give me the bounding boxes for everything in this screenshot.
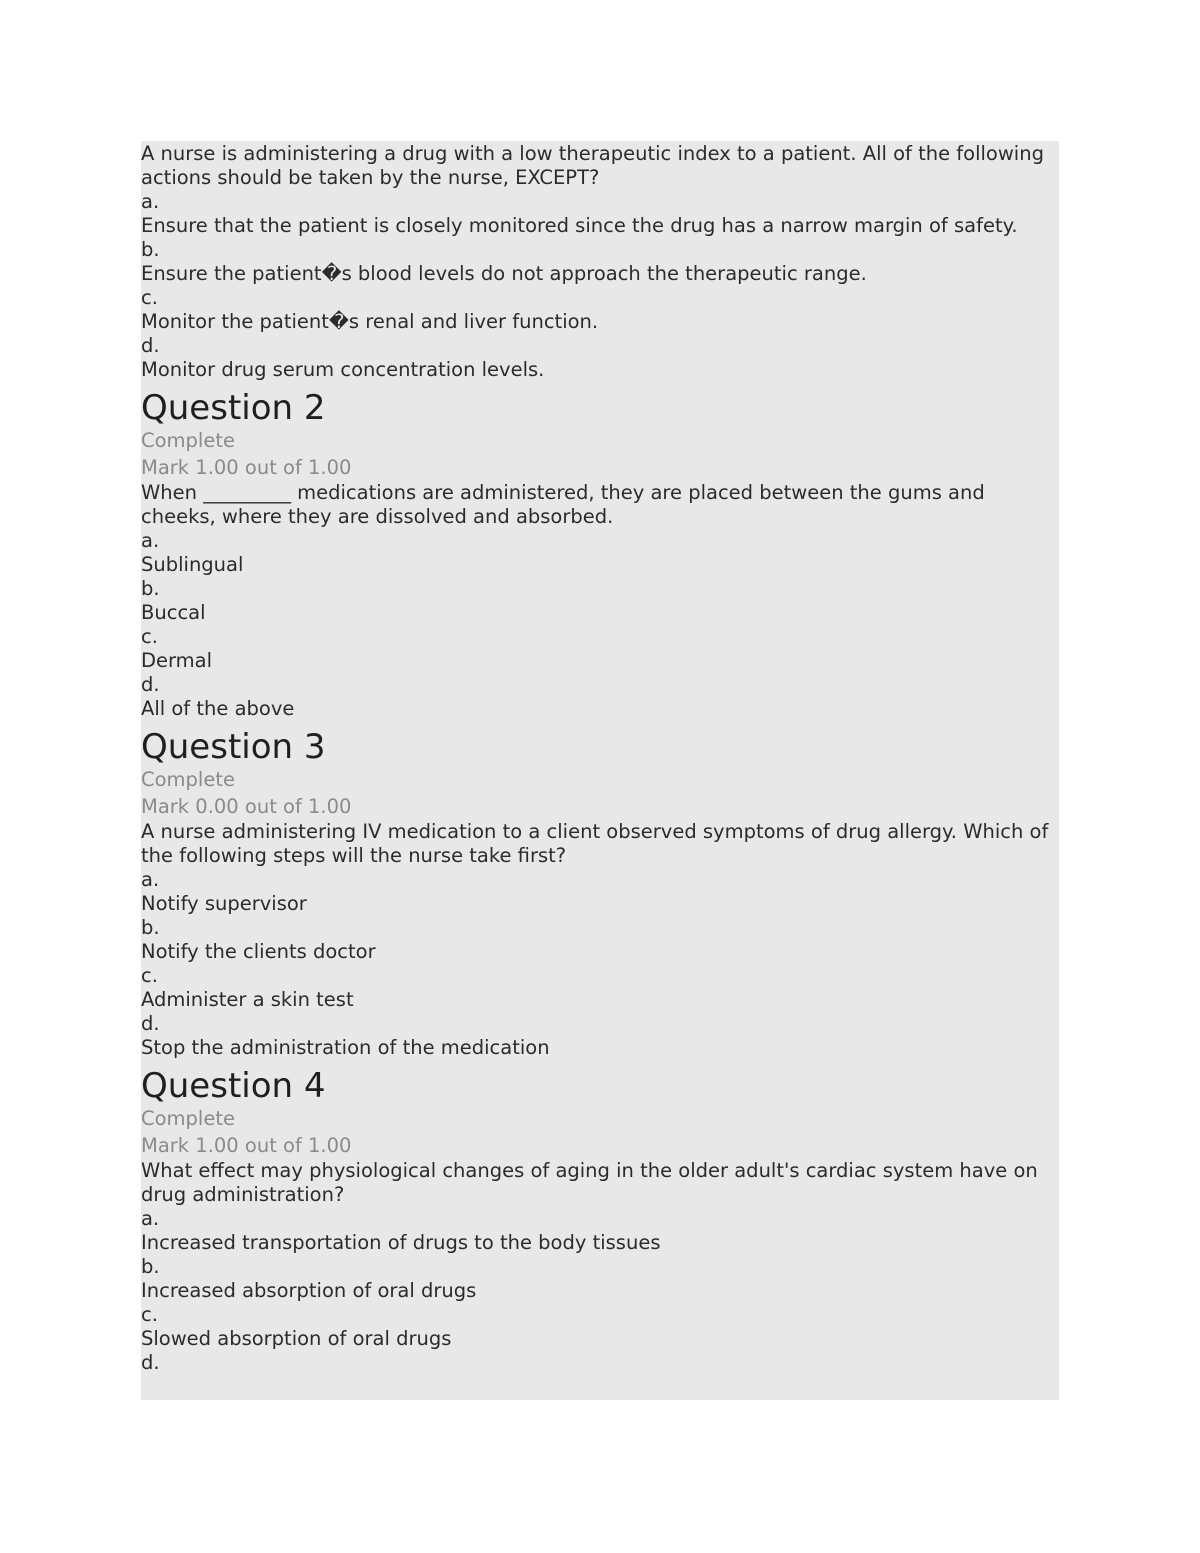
question-2-block (141, 388, 1059, 721)
question-3-option-d-letter: d. (141, 1012, 160, 1035)
question-4-status: Complete (141, 1107, 235, 1130)
question-4-option-c-text[interactable]: Slowed absorption of oral drugs (141, 1327, 452, 1350)
question-2-title: Question 2 (141, 388, 326, 428)
question-1-option-a-text[interactable]: Ensure that the patient is closely monitored since the drug has a narrow margin of safety. (141, 214, 1018, 237)
question-3-text: A nurse administering IV medication to a client observed symptoms of drug allergy. Which of the following steps will the nurse take first? (141, 820, 1049, 867)
question-3-option-b-letter: b. (141, 916, 160, 939)
question-4-option-b-text[interactable]: Increased absorption of oral drugs (141, 1279, 477, 1302)
question-4-option-a-text[interactable]: Increased transportation of drugs to the body tissues (141, 1231, 661, 1254)
question-4-option-c-letter: c. (141, 1303, 158, 1326)
question-4-title: Question 4 (141, 1066, 326, 1106)
question-2-option-c-text[interactable]: Dermal (141, 649, 213, 672)
question-3-option-a-text[interactable]: Notify supervisor (141, 892, 307, 915)
question-1-option-b-text[interactable]: Ensure the patient�s blood levels do not approach the therapeutic range. (141, 262, 867, 285)
question-1-option-c-letter: c. (141, 286, 158, 309)
question-1-option-c-text[interactable]: Monitor the patient�s renal and liver function. (141, 310, 599, 333)
question-1-option-a-letter: a. (141, 190, 160, 213)
question-2-option-a-letter: a. (141, 529, 160, 552)
question-1-option-b-letter: b. (141, 238, 160, 261)
question-4-mark: Mark 1.00 out of 1.00 (141, 1134, 352, 1157)
question-1-block (141, 141, 1059, 382)
question-2-text: When _________ medications are administered, they are placed between the gums and cheeks, where they are dissolved and absorbed. (141, 481, 985, 528)
question-2-option-b-text[interactable]: Buccal (141, 601, 206, 624)
question-4-option-d-letter: d. (141, 1351, 160, 1374)
question-1-option-d-text[interactable]: Monitor drug serum concentration levels. (141, 358, 545, 381)
question-2-option-a-text[interactable]: Sublingual (141, 553, 244, 576)
question-4-text: What effect may physiological changes of aging in the older adult's cardiac system have on drug administration? (141, 1159, 1038, 1206)
question-3-status: Complete (141, 768, 235, 791)
question-2-mark: Mark 1.00 out of 1.00 (141, 456, 352, 479)
question-3-option-c-text[interactable]: Administer a skin test (141, 988, 354, 1011)
question-3-option-d-text[interactable]: Stop the administration of the medication (141, 1036, 550, 1059)
question-4-option-b-letter: b. (141, 1255, 160, 1278)
question-1-text: A nurse is administering a drug with a low therapeutic index to a patient. All of the following actions should be taken by the nurse, EXCEPT? (141, 142, 1044, 189)
question-2-option-c-letter: c. (141, 625, 158, 648)
question-2-status: Complete (141, 429, 235, 452)
question-3-option-a-letter: a. (141, 868, 160, 891)
question-3-block (141, 727, 1059, 1060)
question-2-option-d-text[interactable]: All of the above (141, 697, 295, 720)
question-3-option-c-letter: c. (141, 964, 158, 987)
question-3-option-b-text[interactable]: Notify the clients doctor (141, 940, 376, 963)
question-4-block (141, 1066, 1059, 1375)
question-3-mark: Mark 0.00 out of 1.00 (141, 795, 352, 818)
question-3-title: Question 3 (141, 727, 326, 767)
quiz-review-content (141, 141, 1059, 1400)
question-4-option-a-letter: a. (141, 1207, 160, 1230)
question-1-option-d-letter: d. (141, 334, 160, 357)
question-2-option-d-letter: d. (141, 673, 160, 696)
question-2-option-b-letter: b. (141, 577, 160, 600)
